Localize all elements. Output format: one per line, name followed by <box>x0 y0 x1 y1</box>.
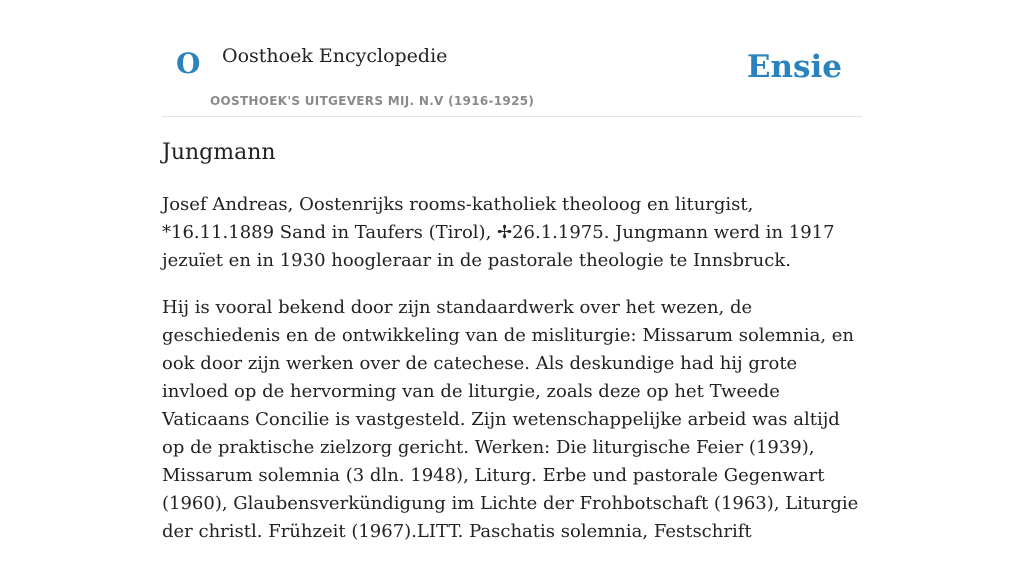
book-logo-icon[interactable]: O <box>176 47 201 80</box>
article <box>162 138 862 565</box>
site-header <box>162 0 862 117</box>
ensie-home-link[interactable]: Ensie <box>746 49 842 85</box>
article-paragraph-2: Hij is vooral bekend door zijn standaardwerk over het wezen, de geschiedenis en de ontwikkeling van de misliturgie: Missarum solemnia, en ook door zijn werken over de catechese. Als deskundige had hij grote invloed op de hervorming van de liturgie, zoals deze op het Tweede Vaticaans Concilie is vastgesteld. Zijn wetenschappelijke arbeid was altijd op de praktische zielzorg gericht. Werken: Die liturgische Feier (1939), Missarum solemnia (3 dln. 1948), Liturg. Erbe und pastorale Gegenwart (1960), Glaubensverkündigung im Lichte der Frohbotschaft (1963), Liturgie der christl. Frühzeit (1967).LITT. Paschatis solemnia, Festschrift <box>162 296 859 542</box>
publisher-label: OOSTHOEK'S UITGEVERS MIJ. N.V (1916-1925) <box>210 94 535 108</box>
book-title-link[interactable]: Oosthoek Encyclopedie <box>222 45 448 67</box>
article-title: Jungmann <box>162 140 276 165</box>
article-paragraph-1: Josef Andreas, Oostenrijks rooms-katholiek theoloog en liturgist, *16.11.1889 Sand in Taufers (Tirol), ✢26.1.1975. Jungmann werd in 1917 jezuïet en in 1930 hoogleraar in de pastorale theologie te Innsbruck. <box>162 193 835 271</box>
